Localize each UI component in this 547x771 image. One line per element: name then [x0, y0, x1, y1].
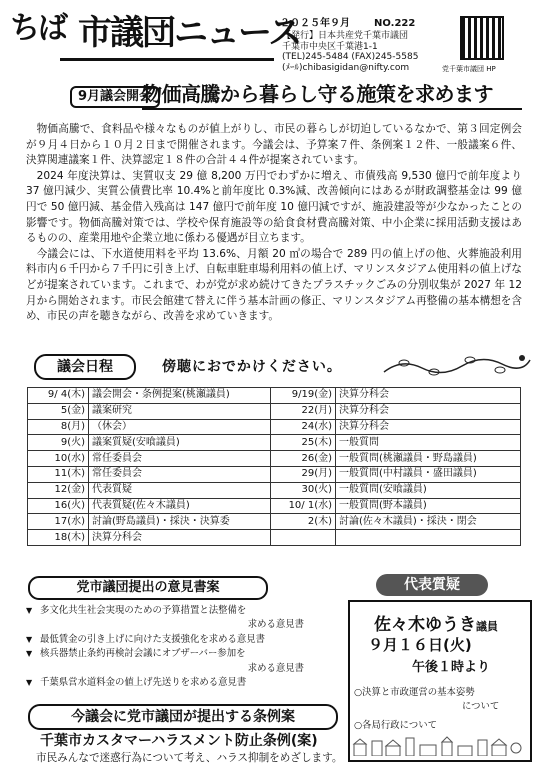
publisher-line: (ﾒｰﾙ)chibasigidan@nifty.com: [282, 62, 410, 73]
schedule-subheading: 傍聴におでかけください。: [162, 359, 342, 375]
schedule-date: 22(月): [271, 403, 336, 419]
masthead-underline: [60, 58, 274, 61]
ordinance-heading: 今議会に党市議団が提出する条例案: [28, 704, 338, 730]
schedule-date: 26(金): [271, 451, 336, 467]
article-body: [26, 122, 522, 325]
schedule-event: 決算分科会: [336, 419, 521, 435]
qr-label: 党千葉市議団 HP: [442, 65, 496, 73]
schedule-row: [28, 388, 521, 404]
opinion-text-cont: 求める意見書: [247, 662, 304, 674]
schedule-date: 9/ 4(木): [28, 388, 89, 404]
question-member-name: 佐々木ゆうき議員: [374, 615, 498, 635]
schedule-event: 一般質問(桃瀬議員・野島議員): [336, 451, 521, 467]
schedule-row: [28, 466, 521, 482]
schedule-date: [271, 530, 336, 546]
ordinance-name: 千葉市カスタマーハラスメント防止条例(案): [40, 733, 318, 749]
opinion-text: 核兵器禁止条約再検討会議にオブザーバー参加を: [40, 648, 246, 660]
schedule-event: 討論(野島議員)・採決・決算委: [89, 514, 271, 530]
opinions-heading: 党市議団提出の意見書案: [28, 576, 268, 600]
question-topic: ○決算と市政運営の基本姿勢: [354, 687, 475, 698]
opinion-item: [26, 676, 344, 690]
schedule-row: [28, 419, 521, 435]
schedule-row: [28, 482, 521, 498]
question-topic: ○各局行政について: [354, 720, 437, 731]
schedule-event: 議会開会・条例提案(桃瀬議員): [89, 388, 271, 404]
opinion-item: [26, 647, 344, 676]
publisher-line: (TEL)245-5484 (FAX)245-5585: [282, 52, 419, 62]
schedule-date: 24(水): [271, 419, 336, 435]
schedule-row: [28, 498, 521, 514]
schedule-event: 決算分科会: [336, 403, 521, 419]
schedule-date: 10(水): [28, 451, 89, 467]
schedule-event: 一般質問: [336, 435, 521, 451]
schedule-date: 18(木): [28, 530, 89, 546]
masthead-chiba: ちば: [10, 11, 66, 46]
schedule-event: 決算分科会: [89, 530, 271, 546]
question-date: ９月１６日(火): [368, 636, 472, 654]
publisher-line: 【発行】日本共産党千葉市議団: [282, 31, 409, 41]
schedule-event: （休会）: [89, 419, 271, 435]
publisher-info: [282, 31, 418, 73]
vine-decoration-icon: [382, 352, 532, 380]
opinion-item: [26, 633, 344, 647]
schedule-event: 常任委員会: [89, 466, 271, 482]
schedule-row: [28, 451, 521, 467]
schedule-event: 議案研究: [89, 403, 271, 419]
opinion-text-cont: 求める意見書: [247, 619, 304, 631]
session-ribbon: 9月議会開会: [70, 86, 160, 108]
schedule-date: 11(木): [28, 466, 89, 482]
article-paragraph: 2024 年度決算は、実質収支 29 億 8,200 万円でわずかに増え、市債残高 9,530 億円で前年度より 37 億円減少、実質公債費比率 10.4%と前年度比 0.3%減、改善傾向にはあるが財政調整基金は 99 億円で 50 億円減、基金借入残高は 147 億円で前年度 10 億円減ですが、施設建設等が少なかったことの影響です。物価高騰対策では、学校や保育施設等の給食食材費高騰対策、中小企業に採用活動支援はあるものの、産業用地や企業立地に係わる優遇が目立ちます。: [26, 169, 522, 245]
opinion-text: 千葉県営水道料金の値上げ先送りを求める意見書: [40, 677, 247, 689]
schedule-event: 代表質疑: [89, 482, 271, 498]
schedule-table: [27, 387, 521, 546]
schedule-heading: 議会日程: [34, 354, 136, 380]
opinion-text: 多文化共生社会実現のための予算措置と法整備を: [40, 605, 247, 616]
schedule-row: [28, 514, 521, 530]
publisher-line: 千葉市中央区千葉港1-1: [282, 41, 378, 52]
schedule-event: 常任委員会: [89, 451, 271, 467]
schedule-event: 議案質疑(安喰議員): [89, 435, 271, 451]
schedule-date: 5(金): [28, 403, 89, 419]
issue-info: [280, 18, 415, 30]
schedule-event: 一般質問(安喰議員): [336, 482, 521, 498]
schedule-date: 9/19(金): [271, 388, 336, 404]
schedule-row: [28, 435, 521, 451]
opinions-list: [26, 604, 344, 690]
question-topic-cont: について: [462, 701, 500, 712]
schedule-row: [28, 403, 521, 419]
schedule-event: 討論(佐々木議員)・採決・閉会: [336, 514, 521, 530]
townscape-icon: [350, 736, 526, 756]
schedule-date: 9(火): [28, 435, 89, 451]
article-paragraph: 物価高騰で、食料品や様々なものが値上がりし、市民の暮らしが切迫しているなかで、第３回定例会が９月４日から１０月２日まで開催されます。今議会は、予算案７件、条例案１２件、一般議案６件、決算関連議案１件、決算認定１８件の合計４４件が提案されています。: [26, 123, 522, 167]
headline-title: 物価高騰から暮らし守る施策を求めます: [142, 82, 493, 106]
schedule-date: 2(木): [271, 514, 336, 530]
schedule-date: 8(月): [28, 419, 89, 435]
schedule-event: [336, 530, 521, 546]
issue-number: NO.222: [374, 18, 416, 29]
qr-code-icon[interactable]: [460, 16, 504, 60]
schedule-date: 16(火): [28, 498, 89, 514]
schedule-event: 一般質問(野本議員): [336, 498, 521, 514]
opinion-text: 最低賃金の引き上げに向けた支援強化を求める意見書: [40, 633, 266, 645]
issue-date: ２０２５年９月: [280, 18, 350, 29]
schedule-event: 決算分科会: [336, 388, 521, 404]
schedule-date: 10/ 1(水): [271, 498, 336, 514]
schedule-row: [28, 530, 521, 546]
question-heading: 代表質疑: [376, 574, 488, 596]
article-paragraph: 今議会には、下水道使用料を平均 13.6%、月額 20 ㎥の場合で 289 円の値上げの他、火葬施設利用料市内６千円から７千円に引き上げ、自転車駐車場利用料の値上げ、マリンスタジアム使用料の値上げなどが提案されています。これまで、わが党が求め続けてきたプラスチックごみの分別収集が 2027 年 12 月から開始されます。市民会館建て替えに伴う基本計画の修正、マリンスタジアム再整備の基本構想を含め、市民の声を聴きながら、改善を求めていきます。: [26, 247, 522, 323]
schedule-date: 29(月): [271, 466, 336, 482]
headline-underline: [142, 108, 522, 110]
masthead-title: 市議団ニュース: [78, 13, 301, 53]
question-time: 午後１時より: [412, 660, 491, 675]
opinion-item: [26, 604, 344, 633]
schedule-date: 25(木): [271, 435, 336, 451]
schedule-event: 代表質疑(佐々木議員): [89, 498, 271, 514]
schedule-date: 12(金): [28, 482, 89, 498]
schedule-date: 17(水): [28, 514, 89, 530]
schedule-date: 30(火): [271, 482, 336, 498]
schedule-event: 一般質問(中村議員・盛田議員): [336, 466, 521, 482]
ordinance-description: 市民みんなで迷惑行為について考え、ハラス抑制をめざします。: [36, 752, 343, 764]
